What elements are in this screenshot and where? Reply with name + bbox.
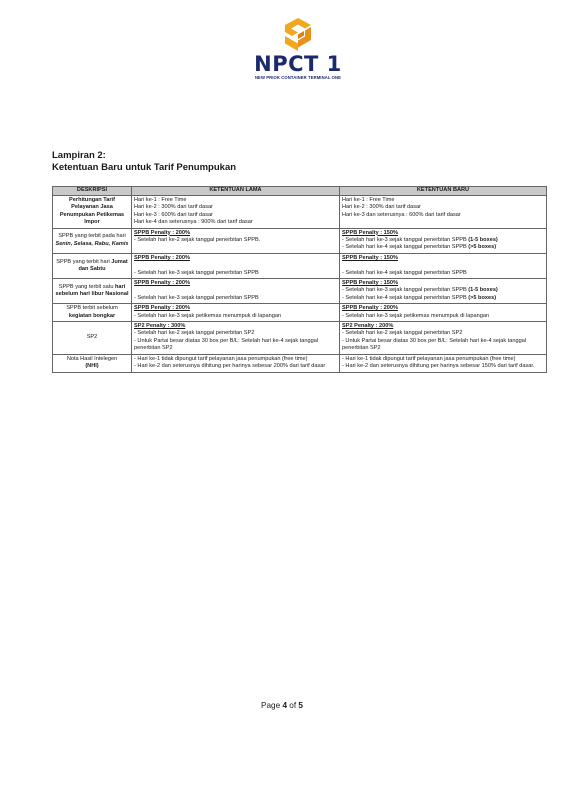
row-description-text: SPPB yang terbit satu: [58, 283, 114, 290]
row-description-text: SPPB yang terbit pada hari: [58, 233, 126, 240]
row-description-text: SPPB terbit sebelum: [66, 305, 118, 312]
current-page: 4: [282, 701, 287, 710]
old-rule-line: - Setelah hari ke-2 sejak tanggal penerbitan SPPB.: [134, 237, 261, 244]
old-rule-line: Hari ke-3 : 600% dari tarif dasar: [134, 211, 213, 218]
row-description-text: Nota Hasil Intelegen: [66, 355, 118, 362]
old-rule-line: - Setelah hari ke-3 sejak tanggal penerbitan SPPB: [134, 294, 259, 301]
new-rule-line: [342, 244, 544, 251]
row-description-emphasis: (NHI): [85, 363, 99, 370]
new-rule-text: - Setelah hari ke-3 sejak tanggal penerbitan SPPB: [342, 287, 467, 294]
old-rule-line: - Hari ke-2 dan seterusnya dihitung per harinya sebesar 200% dari tarif dasar: [134, 363, 326, 370]
old-rule-cell: [132, 354, 340, 372]
row-description: SP2: [53, 322, 132, 355]
new-penalty-title: SP2 Penalty : 200%: [342, 323, 394, 330]
row-description: [53, 304, 132, 322]
new-rule-line: [342, 287, 544, 294]
table-header-row: [53, 187, 547, 196]
old-rule-cell: [132, 322, 340, 355]
tariff-table: [52, 186, 547, 373]
new-rule-line: - Setelah hari ke-2 sejak tanggal penerbitan SP2: [342, 330, 463, 337]
table-row: [53, 279, 547, 304]
old-rule-cell: [132, 196, 340, 229]
old-penalty-title: SPPB Penalty : 200%: [134, 229, 190, 236]
row-description-emphasis: Jumat dan Sabtu: [78, 258, 128, 272]
row-description-emphasis: kegiatan bongkar: [68, 312, 116, 319]
logo-name: NPCT 1: [254, 52, 342, 76]
new-rule-line: [342, 295, 544, 302]
row-description: [53, 279, 132, 304]
table-row: [53, 354, 547, 372]
new-rule-cell: [340, 322, 547, 355]
new-rule-text: - Setelah hari ke-4 sejak tanggal penerbitan SPPB: [342, 294, 467, 301]
heading: [52, 150, 236, 174]
old-rule-line: - Setelah hari ke-3 sejak petikemas menumpuk di lapangan: [134, 312, 282, 319]
old-penalty-title: SP2 Penalty : 300%: [134, 323, 186, 330]
old-rule-cell: [132, 279, 340, 304]
box-count-note: (>5 boxes): [468, 244, 497, 251]
npct-logo-mark-icon: [278, 16, 318, 54]
new-penalty-title: SPPB Penalty : 150%: [342, 254, 398, 261]
box-count-note: (>5 boxes): [468, 294, 497, 301]
old-rule-line: - Setelah hari ke-3 sejak tanggal penerbitan SPPB: [134, 269, 259, 276]
new-rule-line: - Hari ke-1 tidak dipungut tarif pelayanan jasa penumpukan (free time): [342, 355, 516, 362]
row-description: Perhitungan Tarif Pelayanan Jasa Penumpukan Petikemas Impor: [53, 196, 132, 229]
old-rule-line: - Hari ke-1 tidak dipungut tarif pelayanan jasa penumpukan (free time): [134, 355, 308, 362]
new-rule-cell: [340, 253, 547, 278]
table-row: [53, 253, 547, 278]
npct1-logo: [248, 16, 348, 80]
row-description: [53, 253, 132, 278]
heading-title: Lampiran 2:: [52, 150, 106, 161]
page-label: Page: [261, 701, 283, 710]
new-rule-cell: [340, 228, 547, 253]
old-rule-line: - Untuk Partai besar diatas 30 box per B/L: Setelah hari ke-4 sejak tanggal penerbitan SP2: [134, 337, 319, 352]
column-header-deskripsi: DESKRIPSI: [53, 187, 132, 196]
box-count-note: (1-5 boxes): [468, 237, 498, 244]
old-rule-line: Hari ke-1 : Free Time: [134, 197, 187, 203]
new-rule-cell: [340, 304, 547, 322]
table-row: [53, 322, 547, 355]
box-count-note: (1-5 boxes): [468, 287, 498, 294]
page-of: of: [287, 701, 299, 710]
table-row: [53, 304, 547, 322]
new-rule-cell: [340, 354, 547, 372]
row-description-text: SPPB yang terbit hari: [56, 258, 110, 265]
old-penalty-title: SPPB Penalty : 200%: [134, 305, 190, 312]
heading-subtitle: Ketentuan Baru untuk Tarif Penumpukan: [52, 162, 237, 173]
old-rule-line: Hari ke-2 : 300% dari tarif dasar: [134, 204, 213, 211]
new-rule-line: - Untuk Partai besar diatas 30 box per B/L: Setelah hari ke-4 sejak tanggal penerbitan SP2: [342, 337, 527, 352]
logo-tagline: NEW PRIOK CONTAINER TERMINAL ONE: [254, 75, 342, 80]
old-penalty-title: SPPB Penalty : 200%: [134, 254, 190, 261]
new-penalty-title: SPPB Penalty : 200%: [342, 305, 398, 312]
new-rule-text: - Setelah hari ke-3 sejak tanggal penerbitan SPPB: [342, 237, 467, 244]
page-number: [0, 701, 564, 710]
new-rule-line: - Setelah hari ke-3 sejak petikemas menumpuk di lapangan: [342, 312, 490, 319]
new-rule-cell: [340, 279, 547, 304]
new-rule-text: - Setelah hari ke-4 sejak tanggal penerbitan SPPB: [342, 244, 467, 251]
new-rule-line: - Setelah hari ke-4 sejak tanggal penerbitan SPPB: [342, 269, 467, 276]
old-rule-line: Hari ke-4 dan seterusnya : 900% dari tarif dasar: [134, 219, 253, 226]
new-penalty-title: SPPB Penalty : 150%: [342, 229, 398, 236]
column-header-ketentuan-baru: KETENTUAN BARU: [340, 187, 547, 196]
old-rule-line: - Setelah hari ke-2 sejak tanggal penerbitan SP2: [134, 330, 255, 337]
total-pages: 5: [298, 701, 303, 710]
old-penalty-title: SPPB Penalty : 200%: [134, 280, 190, 287]
column-header-ketentuan-lama: KETENTUAN LAMA: [132, 187, 340, 196]
row-description: [53, 228, 132, 253]
new-rule-line: [342, 237, 544, 244]
old-rule-cell: [132, 304, 340, 322]
new-rule-line: - Hari ke-2 dan seterusnya dihitung per harinya sebesar 150% dari tarif dasar.: [342, 363, 535, 370]
row-description-emphasis: hari sebelum hari libur Nasional: [55, 283, 129, 298]
new-rule-line: Hari ke-3 dan seterusnya : 600% dari tarif dasar: [342, 211, 461, 218]
new-rule-line: Hari ke-2 : 300% dari tarif dasar: [342, 204, 421, 211]
new-rule-cell: [340, 196, 547, 229]
new-penalty-title: SPPB Penalty : 150%: [342, 280, 398, 287]
table-row: [53, 228, 547, 253]
old-rule-cell: [132, 228, 340, 253]
new-rule-line: Hari ke-1 : Free Time: [342, 197, 395, 203]
row-description: [53, 354, 132, 372]
row-description-emphasis: Senin, Selasa, Rabu, Kamis: [55, 240, 129, 247]
table-row: [53, 196, 547, 229]
old-rule-cell: [132, 253, 340, 278]
